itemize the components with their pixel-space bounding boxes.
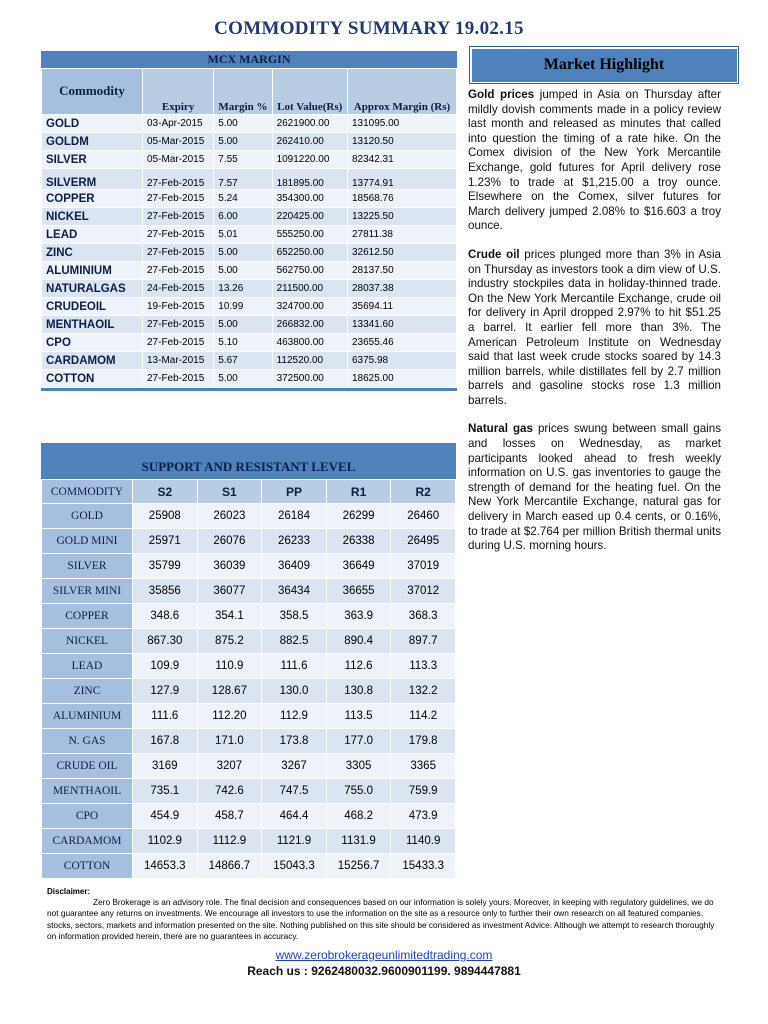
mcx-value-cell: 27-Feb-2015 — [143, 208, 214, 226]
mcx-value-cell: 463800.00 — [272, 334, 347, 352]
sr-value-cell: 3169 — [133, 754, 198, 779]
sr-value-cell: 473.9 — [391, 804, 456, 829]
sr-commodity-cell: MENTHAOIL — [42, 779, 133, 804]
support-resistance-table — [41, 479, 456, 879]
mcx-commodity-cell: LEAD — [42, 226, 143, 244]
mcx-value-cell: 5.67 — [214, 352, 272, 370]
sr-value-cell: 114.2 — [391, 704, 456, 729]
sr-col-r2: R2 — [391, 480, 456, 504]
disclaimer-text: Zero Brokerage is an advisory role. The final decision and consequences based on our information is solely yours. Moreover, in keeping with regulatory guidelines, we do not guarantee any returns on investments. We encourage all investors to use the information on the site as a resource only to further their own research on all featured companies, stocks, sectors, markets and information presented on the site. Nothing published on this site should be considered as investment Advice. Although we attempt to research thoroughly on information provided herein, there are no guarantees in accuracy. — [47, 897, 715, 941]
sr-value-cell: 882.5 — [262, 629, 327, 654]
market-lead-gold: Gold prices — [468, 88, 535, 101]
sr-value-cell: 37019 — [391, 554, 456, 579]
mcx-commodity-cell: CARDAMOM — [42, 352, 143, 370]
sr-value-cell: 36409 — [262, 554, 327, 579]
mcx-value-cell: 13225.50 — [347, 208, 456, 226]
mcx-value-cell: 13774.91 — [347, 169, 456, 190]
sr-commodity-cell: SILVER MINI — [42, 579, 133, 604]
mcx-value-cell: 13120.50 — [347, 133, 456, 151]
mcx-commodity-cell: SILVER — [42, 151, 143, 169]
mcx-value-cell: 18625.00 — [347, 370, 456, 388]
sr-value-cell: 110.9 — [197, 654, 262, 679]
sr-value-cell: 890.4 — [326, 629, 391, 654]
sr-value-cell: 26184 — [262, 504, 327, 529]
mcx-col-expiry: Expiry — [143, 69, 214, 115]
sr-value-cell: 15256.7 — [326, 854, 391, 879]
page-title-text: COMMODITY SUMMARY 19.02.15 — [214, 18, 524, 39]
table-row — [42, 334, 457, 352]
mcx-value-cell: 13-Mar-2015 — [143, 352, 214, 370]
sr-value-cell: 128.67 — [197, 679, 262, 704]
mcx-value-cell: 262410.00 — [272, 133, 347, 151]
mcx-value-cell: 35694.11 — [347, 298, 456, 316]
sr-value-cell: 867.30 — [133, 629, 198, 654]
mcx-value-cell: 6375.98 — [347, 352, 456, 370]
mcx-commodity-cell: COPPER — [42, 190, 143, 208]
sr-value-cell: 36655 — [326, 579, 391, 604]
mcx-value-cell: 5.00 — [214, 244, 272, 262]
sr-value-cell: 468.2 — [326, 804, 391, 829]
sr-value-cell: 3267 — [262, 754, 327, 779]
mcx-commodity-cell: GOLDM — [42, 133, 143, 151]
table-row — [42, 654, 456, 679]
support-resistance-header: SUPPORT AND RESISTANT LEVEL — [41, 443, 456, 479]
market-body-gold: jumped in Asia on Thursday after mildly dovish comments made in a policy review last month and released as minutes that called into question the timing of a rate hike. On the Comex division of the New York Mercantile Exchange, gold futures for April delivery rose 1.23% to trade at $1,215.00 a troy ounce. Elsewhere on the Comex, silver futures for March delivery jumped 2.08% to $16.603 a troy ounce. — [468, 88, 721, 233]
table-row — [42, 604, 456, 629]
table-row — [42, 504, 456, 529]
sr-value-cell: 3365 — [391, 754, 456, 779]
mcx-commodity-cell: MENTHAOIL — [42, 316, 143, 334]
mcx-value-cell: 10.99 — [214, 298, 272, 316]
sr-col-s2: S2 — [133, 480, 198, 504]
sr-value-cell: 742.6 — [197, 779, 262, 804]
sr-col-pp: PP — [262, 480, 327, 504]
sr-commodity-cell: CRUDE OIL — [42, 754, 133, 779]
sr-value-cell: 109.9 — [133, 654, 198, 679]
sr-col-commodity: COMMODITY — [42, 480, 133, 504]
mcx-margin-section — [41, 51, 457, 391]
market-body-crude: prices plunged more than 3% in Asia on Thursday as investors took a dim view of U.S. industry stockpiles data in holiday-thinned trade. On the New York Mercantile Exchange, crude oil for delivery in April dropped 2.97% to hit $51.25 a barrel. It earlier fell more than 3%. The American Petroleum Institute on Wednesday said that last week crude stocks soared by 14.3 million barrels, while distillates fell by 2.7 million barrels and gasoline stocks rose 1.3 million barrels. — [468, 247, 721, 407]
mcx-col-margin: Margin % — [214, 69, 272, 115]
mcx-value-cell: 13341.60 — [347, 316, 456, 334]
sr-value-cell: 454.9 — [133, 804, 198, 829]
sr-value-cell: 112.9 — [262, 704, 327, 729]
mcx-value-cell: 27-Feb-2015 — [143, 262, 214, 280]
sr-value-cell: 173.8 — [262, 729, 327, 754]
mcx-value-cell: 2621900.00 — [272, 115, 347, 133]
sr-commodity-cell: LEAD — [42, 654, 133, 679]
mcx-commodity-cell: NATURALGAS — [42, 280, 143, 298]
mcx-value-cell: 27811.38 — [347, 226, 456, 244]
sr-value-cell: 111.6 — [133, 704, 198, 729]
table-row — [42, 208, 457, 226]
mcx-value-cell: 5.00 — [214, 262, 272, 280]
table-row — [42, 169, 457, 190]
mcx-margin-table — [41, 68, 457, 388]
mcx-commodity-cell: COTTON — [42, 370, 143, 388]
market-lead-natgas: Natural gas — [468, 422, 533, 436]
table-row — [42, 529, 456, 554]
disclaimer-label: Disclaimer: — [47, 887, 91, 896]
sr-value-cell: 368.3 — [391, 604, 456, 629]
market-highlight-heading: Market Highlight — [543, 56, 665, 73]
mcx-commodity-cell: CRUDEOIL — [42, 298, 143, 316]
sr-commodity-cell: ALUMINIUM — [42, 704, 133, 729]
sr-table-body — [42, 504, 456, 879]
sr-value-cell: 113.3 — [391, 654, 456, 679]
mcx-value-cell: 5.00 — [214, 115, 272, 133]
mcx-value-cell: 05-Mar-2015 — [143, 151, 214, 169]
mcx-commodity-cell: ZINC — [42, 244, 143, 262]
sr-value-cell: 171.0 — [197, 729, 262, 754]
table-row — [42, 190, 457, 208]
mcx-value-cell: 28137.50 — [347, 262, 456, 280]
market-lead-crude: Crude oil — [468, 247, 520, 261]
sr-commodity-cell: NICKEL — [42, 629, 133, 654]
mcx-value-cell: 220425.00 — [272, 208, 347, 226]
sr-value-cell: 464.4 — [262, 804, 327, 829]
sr-value-cell: 26233 — [262, 529, 327, 554]
mcx-value-cell: 19-Feb-2015 — [143, 298, 214, 316]
mcx-value-cell: 5.00 — [214, 133, 272, 151]
sr-value-cell: 458.7 — [197, 804, 262, 829]
market-paragraph-crude — [468, 248, 721, 409]
mcx-value-cell: 32612.50 — [347, 244, 456, 262]
mcx-value-cell: 13.26 — [214, 280, 272, 298]
sr-value-cell: 875.2 — [197, 629, 262, 654]
mcx-commodity-cell: ALUMINIUM — [42, 262, 143, 280]
sr-col-s1: S1 — [197, 480, 262, 504]
mcx-value-cell: 27-Feb-2015 — [143, 316, 214, 334]
sr-value-cell: 747.5 — [262, 779, 327, 804]
sr-value-cell: 26023 — [197, 504, 262, 529]
mcx-value-cell: 555250.00 — [272, 226, 347, 244]
mcx-value-cell: 5.01 — [214, 226, 272, 244]
market-highlight-box — [469, 46, 739, 84]
table-row — [42, 316, 457, 334]
sr-value-cell: 37012 — [391, 579, 456, 604]
sr-value-cell: 15043.3 — [262, 854, 327, 879]
table-row — [42, 679, 456, 704]
sr-commodity-cell: GOLD MINI — [42, 529, 133, 554]
sr-value-cell: 14653.3 — [133, 854, 198, 879]
mcx-value-cell: 5.00 — [214, 316, 272, 334]
sr-value-cell: 1121.9 — [262, 829, 327, 854]
sr-commodity-cell: N. GAS — [42, 729, 133, 754]
table-row — [42, 579, 456, 604]
sr-value-cell: 26299 — [326, 504, 391, 529]
mcx-value-cell: 7.57 — [214, 169, 272, 190]
mcx-value-cell: 27-Feb-2015 — [143, 244, 214, 262]
sr-commodity-cell: SILVER — [42, 554, 133, 579]
sr-value-cell: 755.0 — [326, 779, 391, 804]
mcx-value-cell: 7.55 — [214, 151, 272, 169]
sr-value-cell: 25908 — [133, 504, 198, 529]
sr-commodity-cell: COTTON — [42, 854, 133, 879]
sr-value-cell: 179.8 — [391, 729, 456, 754]
sr-value-cell: 130.8 — [326, 679, 391, 704]
support-resistance-section — [41, 443, 456, 879]
sr-value-cell: 35856 — [133, 579, 198, 604]
sr-value-cell: 3207 — [197, 754, 262, 779]
website-link[interactable]: www.zerobrokerageunlimitedtrading.com — [275, 948, 493, 962]
sr-value-cell: 132.2 — [391, 679, 456, 704]
table-row — [42, 370, 457, 388]
table-row — [42, 226, 457, 244]
mcx-value-cell: 27-Feb-2015 — [143, 169, 214, 190]
mcx-col-commodity: Commodity — [42, 69, 143, 115]
sr-value-cell: 127.9 — [133, 679, 198, 704]
mcx-header-row — [42, 69, 457, 115]
mcx-value-cell: 82342.31 — [347, 151, 456, 169]
sr-value-cell: 26460 — [391, 504, 456, 529]
table-row — [42, 262, 457, 280]
sr-value-cell: 3305 — [326, 754, 391, 779]
table-row — [42, 352, 457, 370]
mcx-value-cell: 211500.00 — [272, 280, 347, 298]
table-row — [42, 151, 457, 169]
market-body-natgas: prices swung between small gains and losses on Wednesday, as market participants looked ahead to fresh weekly information on U.S. gas inventories to gauge the strength of demand for the heating fuel. On the New York Mercantile Exchange, natural gas for delivery in March eased up 0.4 cents, or 0.16%, to trade at $2.764 per million British thermal units during U.S. morning hours. — [468, 422, 721, 553]
sr-value-cell: 358.5 — [262, 604, 327, 629]
market-highlight-text — [468, 88, 721, 568]
sr-value-cell: 759.9 — [391, 779, 456, 804]
table-row — [42, 298, 457, 316]
sr-value-cell: 36077 — [197, 579, 262, 604]
table-row — [42, 244, 457, 262]
market-paragraph-gold — [468, 88, 721, 234]
market-paragraph-natgas — [468, 422, 721, 553]
mcx-commodity-cell: SILVERM — [42, 169, 143, 190]
mcx-value-cell: 27-Feb-2015 — [143, 190, 214, 208]
mcx-value-cell: 28037.38 — [347, 280, 456, 298]
sr-value-cell: 26338 — [326, 529, 391, 554]
table-row — [42, 804, 456, 829]
sr-value-cell: 111.6 — [262, 654, 327, 679]
table-row — [42, 829, 456, 854]
sr-col-r1: R1 — [326, 480, 391, 504]
sr-value-cell: 177.0 — [326, 729, 391, 754]
sr-value-cell: 26495 — [391, 529, 456, 554]
table-row — [42, 754, 456, 779]
sr-value-cell: 36434 — [262, 579, 327, 604]
sr-header-row — [42, 480, 456, 504]
mcx-value-cell: 372500.00 — [272, 370, 347, 388]
sr-value-cell: 1140.9 — [391, 829, 456, 854]
mcx-commodity-cell: CPO — [42, 334, 143, 352]
mcx-value-cell: 324700.00 — [272, 298, 347, 316]
contact-numbers: Reach us : 9262480032.9600901199. 9894447881 — [247, 964, 521, 978]
sr-value-cell: 363.9 — [326, 604, 391, 629]
table-row — [42, 779, 456, 804]
sr-value-cell: 354.1 — [197, 604, 262, 629]
mcx-value-cell: 354300.00 — [272, 190, 347, 208]
sr-value-cell: 735.1 — [133, 779, 198, 804]
sr-value-cell: 1102.9 — [133, 829, 198, 854]
mcx-value-cell: 5.00 — [214, 370, 272, 388]
sr-value-cell: 113.5 — [326, 704, 391, 729]
sr-value-cell: 112.6 — [326, 654, 391, 679]
sr-commodity-cell: CARDAMOM — [42, 829, 133, 854]
sr-value-cell: 36649 — [326, 554, 391, 579]
mcx-value-cell: 1091220.00 — [272, 151, 347, 169]
mcx-value-cell: 112520.00 — [272, 352, 347, 370]
sr-value-cell: 15433.3 — [391, 854, 456, 879]
mcx-value-cell: 03-Apr-2015 — [143, 115, 214, 133]
table-row — [42, 854, 456, 879]
mcx-value-cell: 131095.00 — [347, 115, 456, 133]
sr-value-cell: 36039 — [197, 554, 262, 579]
mcx-col-approx-margin: Approx Margin (Rs) — [347, 69, 456, 115]
mcx-value-cell: 05-Mar-2015 — [143, 133, 214, 151]
table-row — [42, 115, 457, 133]
mcx-value-cell: 18568.76 — [347, 190, 456, 208]
sr-value-cell: 130.0 — [262, 679, 327, 704]
sr-value-cell: 1131.9 — [326, 829, 391, 854]
mcx-value-cell: 24-Feb-2015 — [143, 280, 214, 298]
sr-commodity-cell: CPO — [42, 804, 133, 829]
mcx-commodity-cell: NICKEL — [42, 208, 143, 226]
mcx-value-cell: 23655.46 — [347, 334, 456, 352]
table-row — [42, 280, 457, 298]
mcx-value-cell: 652250.00 — [272, 244, 347, 262]
mcx-value-cell: 27-Feb-2015 — [143, 334, 214, 352]
sr-commodity-cell: GOLD — [42, 504, 133, 529]
sr-value-cell: 26076 — [197, 529, 262, 554]
mcx-margin-header: MCX MARGIN — [41, 51, 457, 68]
sr-value-cell: 112.20 — [197, 704, 262, 729]
mcx-value-cell: 27-Feb-2015 — [143, 226, 214, 244]
sr-value-cell: 35799 — [133, 554, 198, 579]
mcx-value-cell: 27-Feb-2015 — [143, 370, 214, 388]
sr-commodity-cell: ZINC — [42, 679, 133, 704]
sr-value-cell: 348.6 — [133, 604, 198, 629]
mcx-value-cell: 181895.00 — [272, 169, 347, 190]
table-row — [42, 629, 456, 654]
sr-value-cell: 1112.9 — [197, 829, 262, 854]
mcx-value-cell: 5.10 — [214, 334, 272, 352]
mcx-value-cell: 266832.00 — [272, 316, 347, 334]
mcx-value-cell: 6.00 — [214, 208, 272, 226]
sr-value-cell: 167.8 — [133, 729, 198, 754]
table-row — [42, 729, 456, 754]
table-row — [42, 704, 456, 729]
mcx-value-cell: 5.24 — [214, 190, 272, 208]
sr-value-cell: 25971 — [133, 529, 198, 554]
mcx-value-cell: 562750.00 — [272, 262, 347, 280]
sr-value-cell: 14866.7 — [197, 854, 262, 879]
sr-commodity-cell: COPPER — [42, 604, 133, 629]
page-title — [0, 18, 768, 40]
table-row — [42, 133, 457, 151]
mcx-col-lot-value: Lot Value(Rs) — [272, 69, 347, 115]
sr-value-cell: 897.7 — [391, 629, 456, 654]
mcx-table-body — [42, 115, 457, 388]
mcx-footer-bar — [41, 388, 457, 391]
table-row — [42, 554, 456, 579]
mcx-commodity-cell: GOLD — [42, 115, 143, 133]
